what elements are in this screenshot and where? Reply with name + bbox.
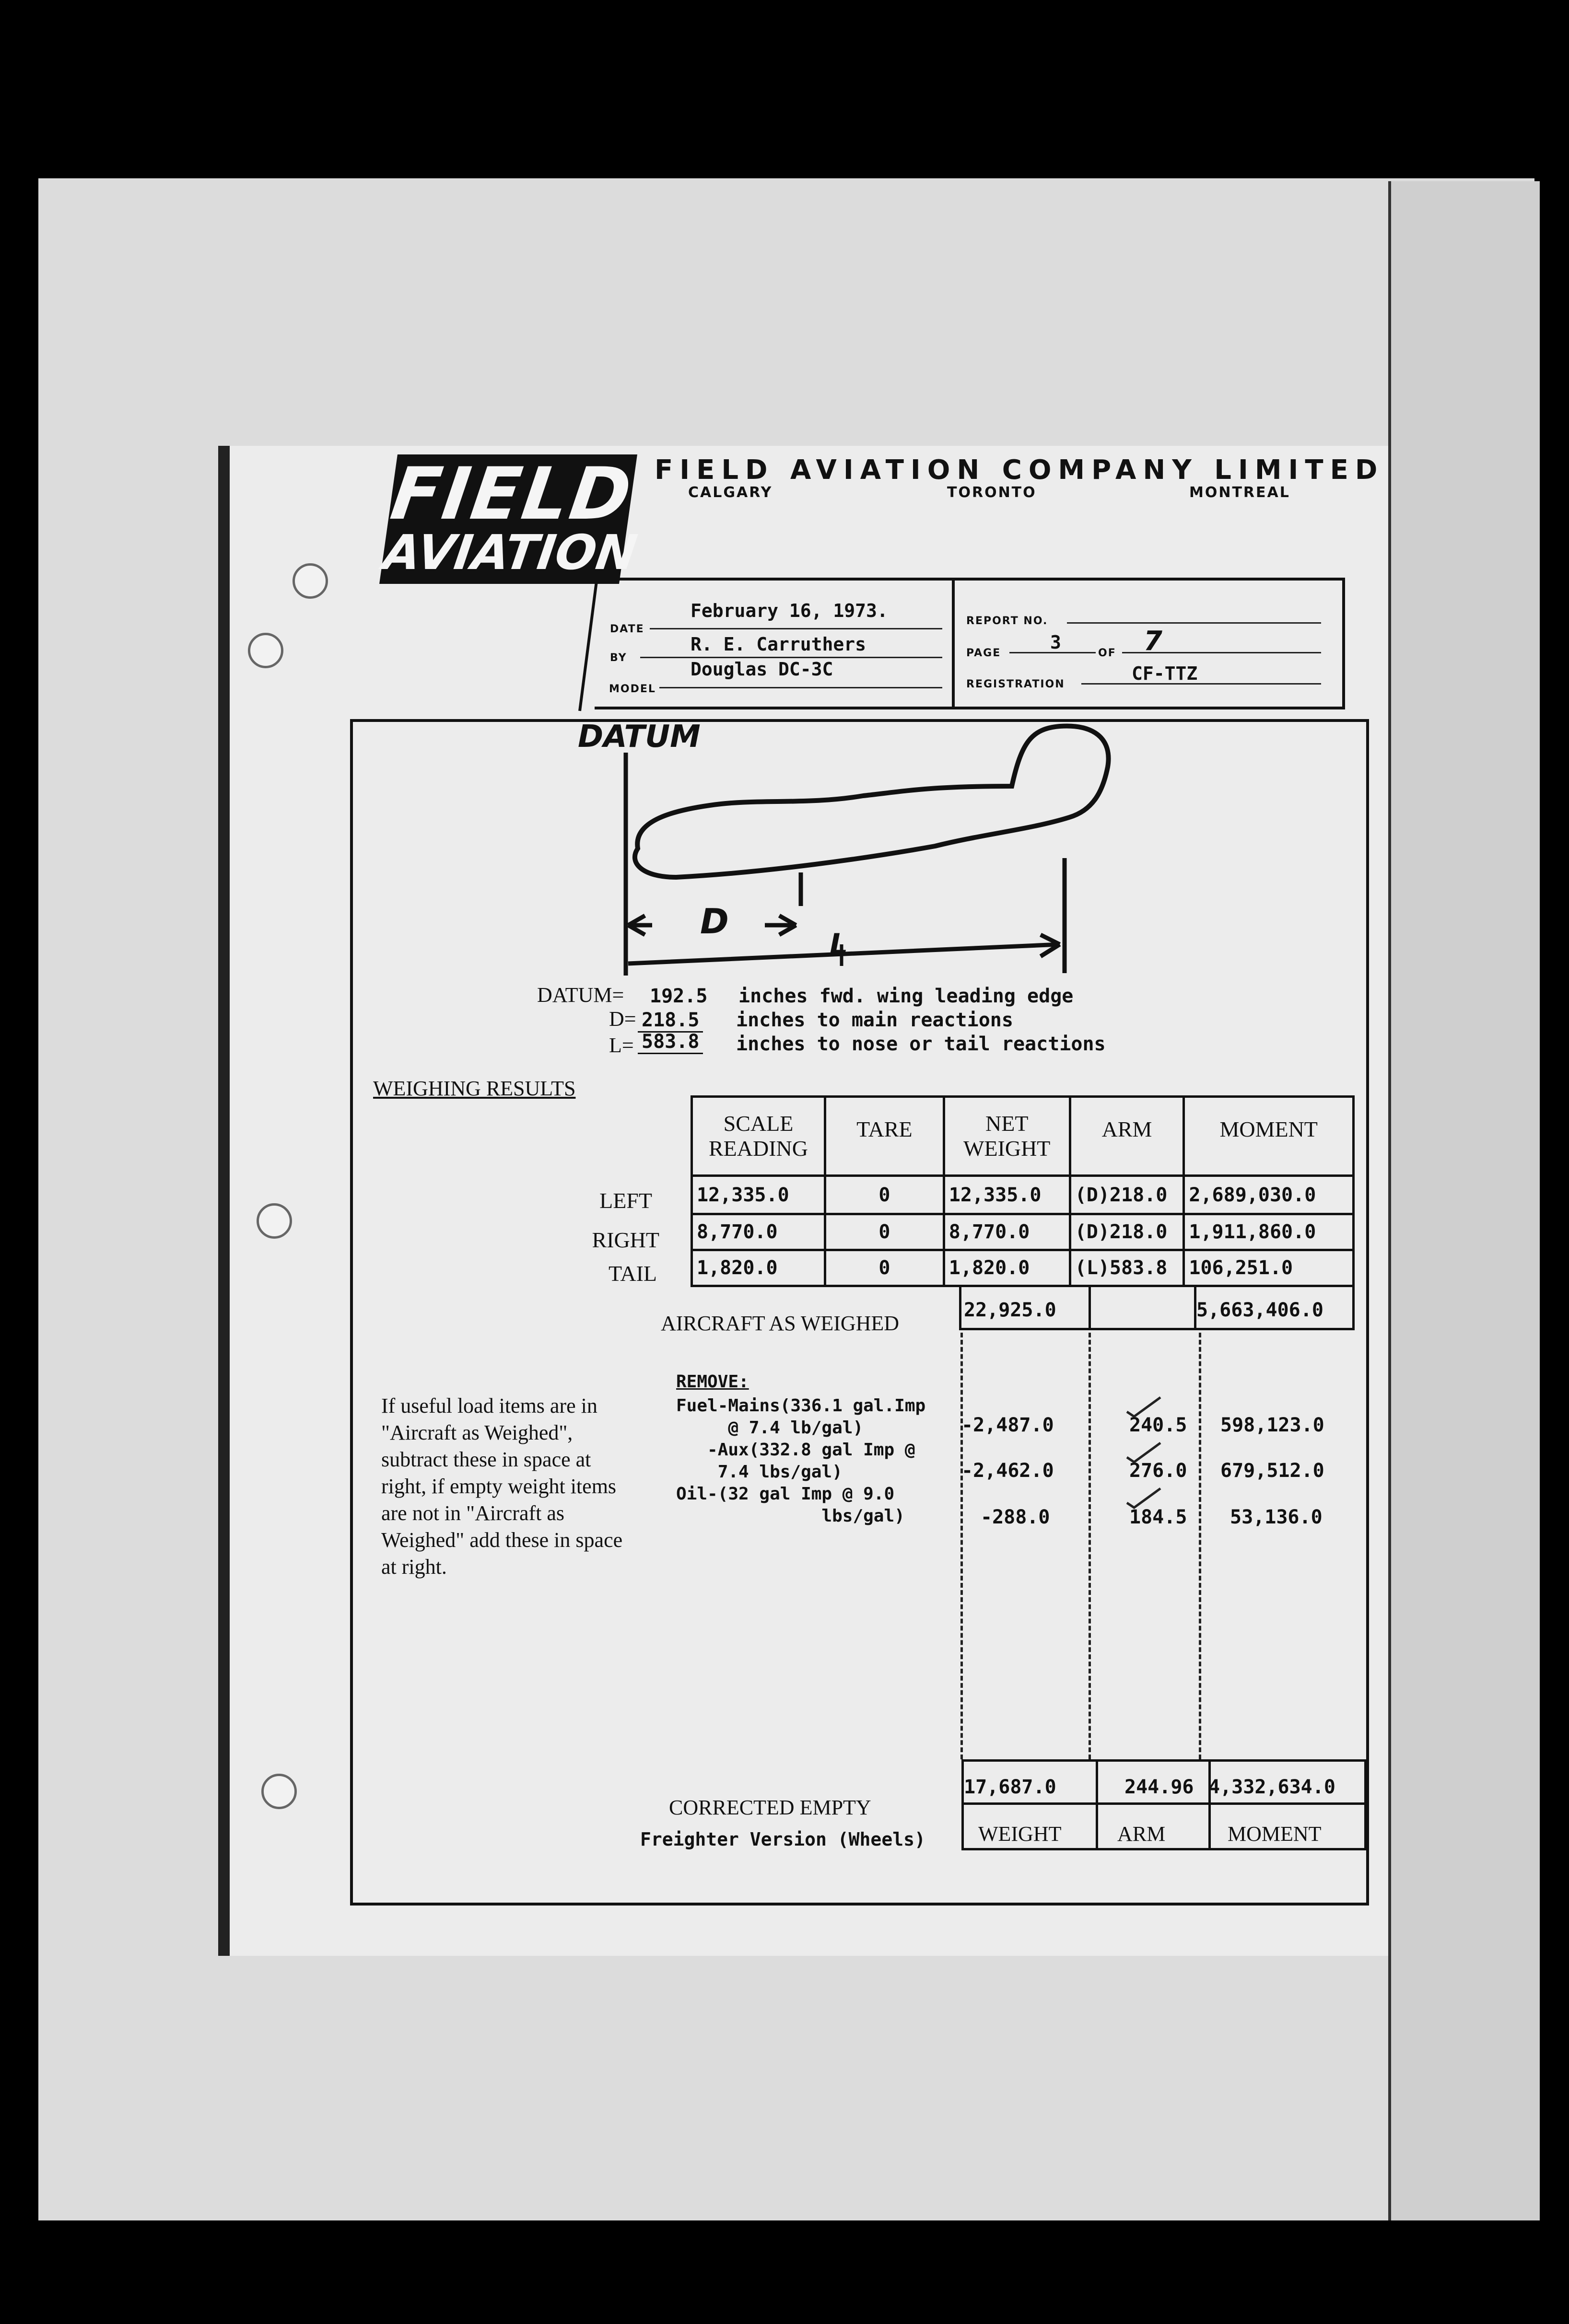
report-label: REPORT NO. (966, 615, 1048, 627)
as-weighed-moment: 5,663,406.0 (1196, 1299, 1323, 1321)
l-equals-label: L= (609, 1034, 634, 1057)
corrected-empty-label: CORRECTED EMPTY (669, 1796, 871, 1819)
left-arm: (D)218.0 (1070, 1176, 1184, 1214)
freighter-version-label: Freighter Version (Wheels) (640, 1829, 925, 1850)
model-label: MODEL (609, 683, 656, 695)
date-value: February 16, 1973. (691, 600, 888, 621)
tail-tare: 0 (825, 1250, 944, 1286)
header-tare: TARE (825, 1097, 944, 1176)
col-caption-moment: MOMENT (1228, 1822, 1322, 1846)
col-caption-weight: WEIGHT (978, 1822, 1062, 1846)
left-tare: 0 (825, 1176, 944, 1214)
city-toronto: TORONTO (947, 484, 1037, 501)
by-value: R. E. Carruthers (691, 634, 866, 655)
punch-hole-2 (248, 633, 283, 668)
remove-title: REMOVE: (676, 1372, 749, 1392)
of-value: 7 (1144, 626, 1162, 657)
date-line (650, 628, 942, 629)
remove-2-weight: -2,462.0 (961, 1460, 1054, 1482)
remove-1-arm: 240.5 (1129, 1414, 1187, 1436)
right-scale: 8,770.0 (692, 1214, 825, 1250)
city-calgary: CALGARY (688, 484, 773, 501)
dashed-column-line-1 (960, 1333, 963, 1759)
check-marks (1122, 1385, 1175, 1539)
datum-label: DATUM= (537, 983, 624, 1007)
tail-net: 1,820.0 (944, 1250, 1070, 1286)
report-line (1067, 622, 1321, 624)
left-moment: 2,689,030.0 (1184, 1176, 1354, 1214)
company-name: FIELD AVIATION COMPANY LIMITED (655, 454, 1384, 486)
date-label: DATE (610, 623, 644, 635)
corrected-arm: 244.96 (1124, 1776, 1194, 1798)
corrected-weight: 17,687.0 (964, 1776, 1056, 1798)
right-net: 8,770.0 (944, 1214, 1070, 1250)
remove-3-arm: 184.5 (1129, 1506, 1187, 1528)
weighing-results-title: WEIGHING RESULTS (373, 1077, 576, 1100)
page-value: 3 (1050, 632, 1061, 653)
registration-line (1081, 683, 1321, 685)
registration-label: REGISTRATION (966, 678, 1065, 690)
by-line (640, 657, 942, 658)
corrected-moment: 4,332,634.0 (1208, 1776, 1335, 1798)
table-row (692, 1214, 1354, 1250)
dashed-column-line-2 (1089, 1333, 1091, 1759)
d-handwritten: D (700, 901, 729, 941)
col-caption-arm: ARM (1117, 1822, 1166, 1846)
header-scale-reading: SCALE READING (692, 1097, 825, 1176)
l-handwritten: L (830, 928, 848, 961)
l-value: 583.8 (638, 1031, 703, 1054)
model-value: Douglas DC-3C (691, 659, 833, 680)
datum-suffix: inches fwd. wing leading edge (738, 985, 1074, 1007)
registration-value: CF-TTZ (1132, 663, 1198, 684)
l-suffix: inches to nose or tail reactions (736, 1033, 1106, 1055)
model-line (659, 687, 942, 688)
page-label: PAGE (966, 647, 1001, 659)
tail-arm: (L)583.8 (1070, 1250, 1184, 1286)
remove-2-moment: 679,512.0 (1220, 1460, 1324, 1482)
remove-description: Fuel-Mains(336.1 gal.Imp @ 7.4 lb/gal) -Aux(332.8 gal Imp @ 7.4 lbs/gal) Oil-(32 gal Imp @ 9.0 lbs/gal) (676, 1396, 926, 1526)
table-header-row (692, 1097, 1354, 1176)
header-net-weight: NET WEIGHT (944, 1097, 1070, 1176)
aircraft-sketch (599, 714, 1127, 983)
remove-1-weight: -2,487.0 (961, 1414, 1054, 1436)
punch-hole-3 (257, 1203, 292, 1239)
d-value: 218.5 (638, 1009, 703, 1033)
of-label: OF (1098, 647, 1116, 659)
left-net: 12,335.0 (944, 1176, 1070, 1214)
row-label-left: LEFT (599, 1188, 652, 1213)
right-tare: 0 (825, 1214, 944, 1250)
company-logo (379, 453, 641, 584)
punch-hole-1 (293, 563, 328, 599)
table-row (692, 1176, 1354, 1214)
right-arm: (D)218.0 (1070, 1214, 1184, 1250)
row-label-tail: TAIL (608, 1261, 657, 1286)
tail-scale: 1,820.0 (692, 1250, 825, 1286)
punch-hole-4 (261, 1774, 297, 1809)
datum-handwritten: DATUM (578, 719, 701, 755)
row-label-right: RIGHT (592, 1228, 659, 1252)
as-weighed-weight: 22,925.0 (964, 1299, 1056, 1321)
right-edge-strip (1388, 181, 1540, 2220)
dashed-column-line-3 (1199, 1333, 1201, 1759)
remove-2-arm: 276.0 (1129, 1460, 1187, 1482)
table-row (692, 1250, 1354, 1286)
remove-3-weight: -288.0 (981, 1506, 1050, 1528)
d-suffix: inches to main reactions (736, 1009, 1013, 1031)
instruction-note: If useful load items are in "Aircraft as Weighed", subtract these in space at right, if empty weight items are not in "Aircraft as Weighed" add these in space at right. (381, 1394, 623, 1579)
as-weighed-label: AIRCRAFT AS WEIGHED (661, 1312, 900, 1335)
tail-moment: 106,251.0 (1184, 1250, 1354, 1286)
remove-1-moment: 598,123.0 (1220, 1414, 1324, 1436)
logo-line-1: FIELD (386, 453, 638, 536)
header-divider (952, 578, 955, 709)
city-montreal: MONTREAL (1189, 484, 1290, 501)
d-equals-label: D= (609, 1007, 636, 1031)
left-scale: 12,335.0 (692, 1176, 825, 1214)
logo-line-2: AVIATION (380, 524, 641, 581)
header-arm: ARM (1070, 1097, 1184, 1176)
by-label: BY (610, 652, 627, 664)
right-moment: 1,911,860.0 (1184, 1214, 1354, 1250)
header-slant-edge (578, 578, 599, 712)
weighing-results-table (691, 1095, 1355, 1287)
header-moment: MOMENT (1184, 1097, 1354, 1176)
datum-value: 192.5 (650, 985, 708, 1007)
remove-3-moment: 53,136.0 (1230, 1506, 1323, 1528)
